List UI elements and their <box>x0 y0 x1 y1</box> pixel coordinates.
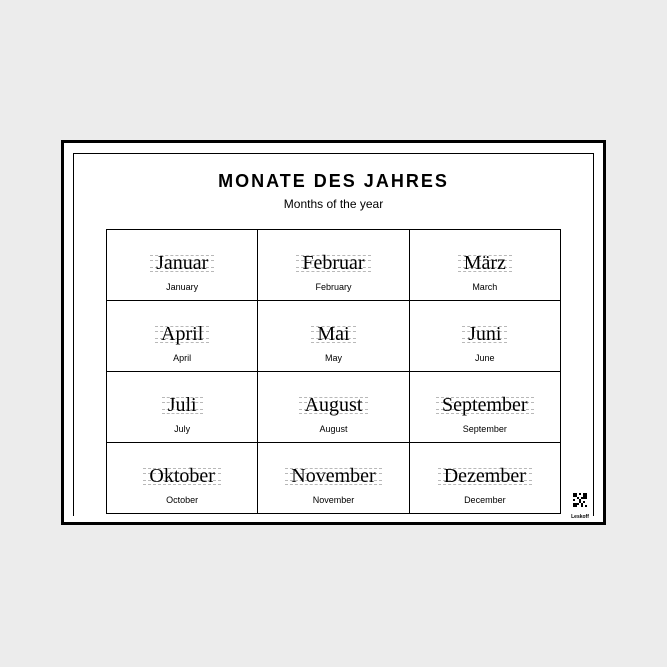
handwriting-guide <box>285 464 381 488</box>
qr-code-icon <box>573 493 587 507</box>
handwriting-guide <box>299 393 369 417</box>
brand-label: Leskoff <box>571 514 589 520</box>
month-cell-july <box>107 372 258 443</box>
english-month-name: September <box>462 424 507 434</box>
german-month-name: Januar <box>156 252 209 274</box>
english-month-name: March <box>472 282 498 292</box>
poster-subtitle: Months of the year <box>283 197 384 211</box>
english-month-name: April <box>173 353 192 363</box>
handwriting-guide <box>462 322 507 346</box>
german-month-name: November <box>291 465 376 487</box>
month-cell-september <box>410 372 561 443</box>
english-month-name: October <box>166 495 199 505</box>
german-month-name: Mai <box>317 323 350 345</box>
german-month-name: August <box>304 394 363 416</box>
month-cell-january <box>107 230 258 301</box>
handwriting-guide <box>438 464 532 488</box>
german-month-name: Februar <box>302 252 365 274</box>
month-cell-march <box>410 230 561 301</box>
month-cell-august <box>258 372 409 443</box>
english-month-name: February <box>315 282 352 292</box>
handwriting-guide <box>436 393 534 417</box>
german-month-name: September <box>442 394 528 416</box>
german-month-name: Dezember <box>443 465 526 487</box>
month-cell-june <box>410 301 561 372</box>
english-month-name: January <box>166 282 199 292</box>
handwriting-guide <box>458 251 512 275</box>
months-grid <box>106 229 561 514</box>
german-month-name: März <box>463 252 506 274</box>
handwriting-guide <box>150 251 214 275</box>
english-month-name: August <box>319 424 348 434</box>
english-month-name: June <box>475 353 495 363</box>
english-month-name: November <box>312 495 355 505</box>
german-month-name: Oktober <box>149 465 215 487</box>
english-month-name: July <box>174 424 191 434</box>
month-cell-may <box>258 301 409 372</box>
month-cell-november <box>258 443 409 514</box>
handwriting-guide <box>143 464 221 488</box>
handwriting-guide <box>155 322 209 346</box>
english-month-name: December <box>464 495 506 505</box>
german-month-name: April <box>161 323 204 345</box>
handwriting-guide <box>311 322 355 346</box>
month-cell-october <box>107 443 258 514</box>
handwriting-guide <box>296 251 370 275</box>
english-month-name: May <box>324 353 342 363</box>
poster-title: MONATE DES JAHRES <box>218 171 449 191</box>
month-cell-april <box>107 301 258 372</box>
german-month-name: Juni <box>468 323 502 345</box>
month-cell-february <box>258 230 409 301</box>
handwriting-guide <box>162 393 203 417</box>
month-cell-december <box>410 443 561 514</box>
german-month-name: Juli <box>167 394 197 416</box>
